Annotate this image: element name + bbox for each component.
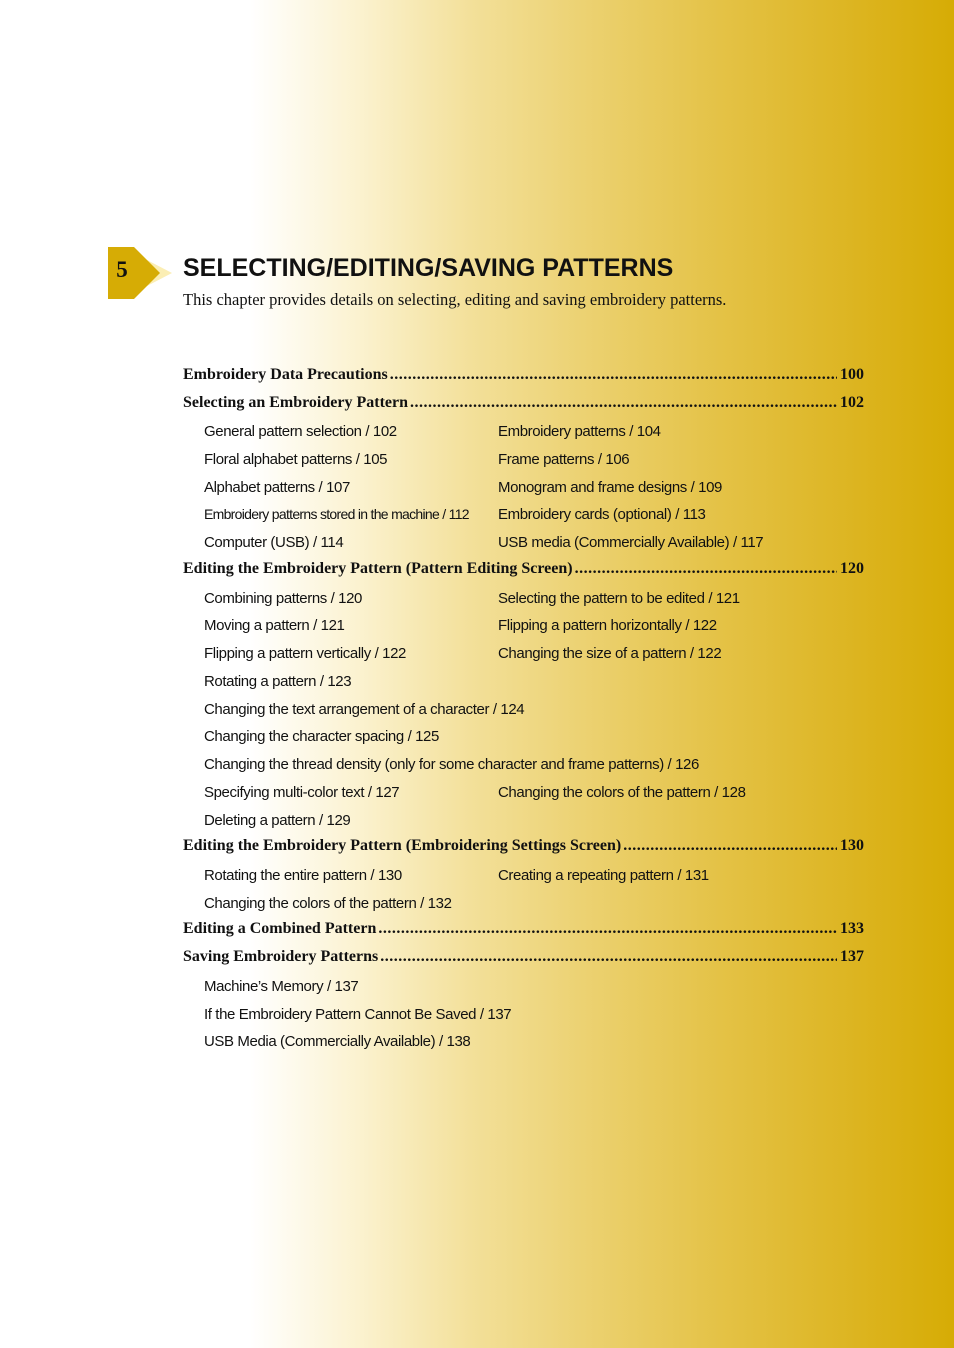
toc-entry[interactable] [183,394,864,418]
toc-subentry[interactable]: Deleting a pattern / 129 [204,812,351,829]
toc-subentry[interactable]: Flipping a pattern vertically / 122 [204,645,406,662]
toc-subentry[interactable]: Changing the text arrangement of a character / 124 [204,701,525,718]
toc-subentry[interactable]: Changing the colors of the pattern / 128 [498,784,746,801]
toc-subentry[interactable]: Changing the size of a pattern / 122 [498,645,722,662]
toc-subentry[interactable]: Creating a repeating pattern / 131 [498,867,709,884]
toc-subentry[interactable]: Monogram and frame designs / 109 [498,479,722,496]
toc-entry-title: Embroidery Data Precautions [183,366,388,383]
chapter-title: SELECTING/EDITING/SAVING PATTERNS [183,254,674,282]
toc-subentry[interactable]: Computer (USB) / 114 [204,534,344,551]
toc-entry-page: 100 [840,366,864,383]
toc-entry[interactable] [183,560,864,584]
toc-entry-page: 130 [840,837,864,854]
toc-subentry[interactable]: Flipping a pattern horizontally / 122 [498,617,717,634]
toc-subentry[interactable]: Frame patterns / 106 [498,451,630,468]
toc-leader-dots [623,837,837,855]
toc-entry-title: Editing a Combined Pattern [183,920,377,937]
toc-subentry[interactable]: Rotating the entire pattern / 130 [204,867,402,884]
toc-subentry[interactable]: Rotating a pattern / 123 [204,673,352,690]
toc-leader-dots [410,394,837,412]
toc-subentry[interactable]: Selecting the pattern to be edited / 121 [498,590,740,607]
toc-subentry[interactable]: Floral alphabet patterns / 105 [204,451,388,468]
toc-entry-title: Selecting an Embroidery Pattern [183,394,409,411]
toc-entry[interactable] [183,948,864,972]
toc-subentry[interactable]: If the Embroidery Pattern Cannot Be Saved / 137 [204,1006,512,1023]
toc-subentry[interactable]: Changing the character spacing / 125 [204,728,439,745]
toc-subentry[interactable]: Embroidery cards (optional) / 113 [498,506,706,523]
toc-leader-dots [378,920,837,938]
toc-entry-title: Editing the Embroidery Pattern (Pattern Editing Screen) [183,560,573,577]
toc-subentry[interactable]: USB media (Commercially Available) / 117 [498,534,764,551]
toc-subentry[interactable]: Machine’s Memory / 137 [204,978,359,995]
toc-entry-page: 133 [840,920,864,937]
chapter-number: 5 [116,257,128,282]
toc-subentry[interactable]: Alphabet patterns / 107 [204,479,350,496]
toc-entry-page: 102 [840,394,864,411]
toc-subentry[interactable]: Changing the thread density (only for some character and frame patterns) / 126 [204,756,699,773]
toc-entry[interactable] [183,366,864,390]
toc-entry-title: Saving Embroidery Patterns [183,948,379,965]
toc-subentry[interactable]: Embroidery patterns stored in the machine / 112 [204,506,469,522]
toc-leader-dots [380,948,837,966]
toc-leader-dots [575,560,837,578]
toc-subentry[interactable]: Specifying multi-color text / 127 [204,784,400,801]
toc-entry[interactable] [183,837,864,861]
toc-entry-page: 120 [840,560,864,577]
toc-entry[interactable] [183,920,864,944]
toc-subentry[interactable]: USB Media (Commercially Available) / 138 [204,1033,471,1050]
toc-subentry[interactable]: Embroidery patterns / 104 [498,423,661,440]
toc-subentry[interactable]: Changing the colors of the pattern / 132 [204,895,452,912]
toc-entry-page: 137 [840,948,864,965]
toc-subentry[interactable]: Moving a pattern / 121 [204,617,345,634]
toc-leader-dots [390,366,837,384]
toc-subentry[interactable]: Combining patterns / 120 [204,590,363,607]
toc-entry-title: Editing the Embroidery Pattern (Embroidering Settings Screen) [183,837,622,854]
chapter-description: This chapter provides details on selecting, editing and saving embroidery patterns. [183,290,727,309]
toc-subentry[interactable]: General pattern selection / 102 [204,423,397,440]
